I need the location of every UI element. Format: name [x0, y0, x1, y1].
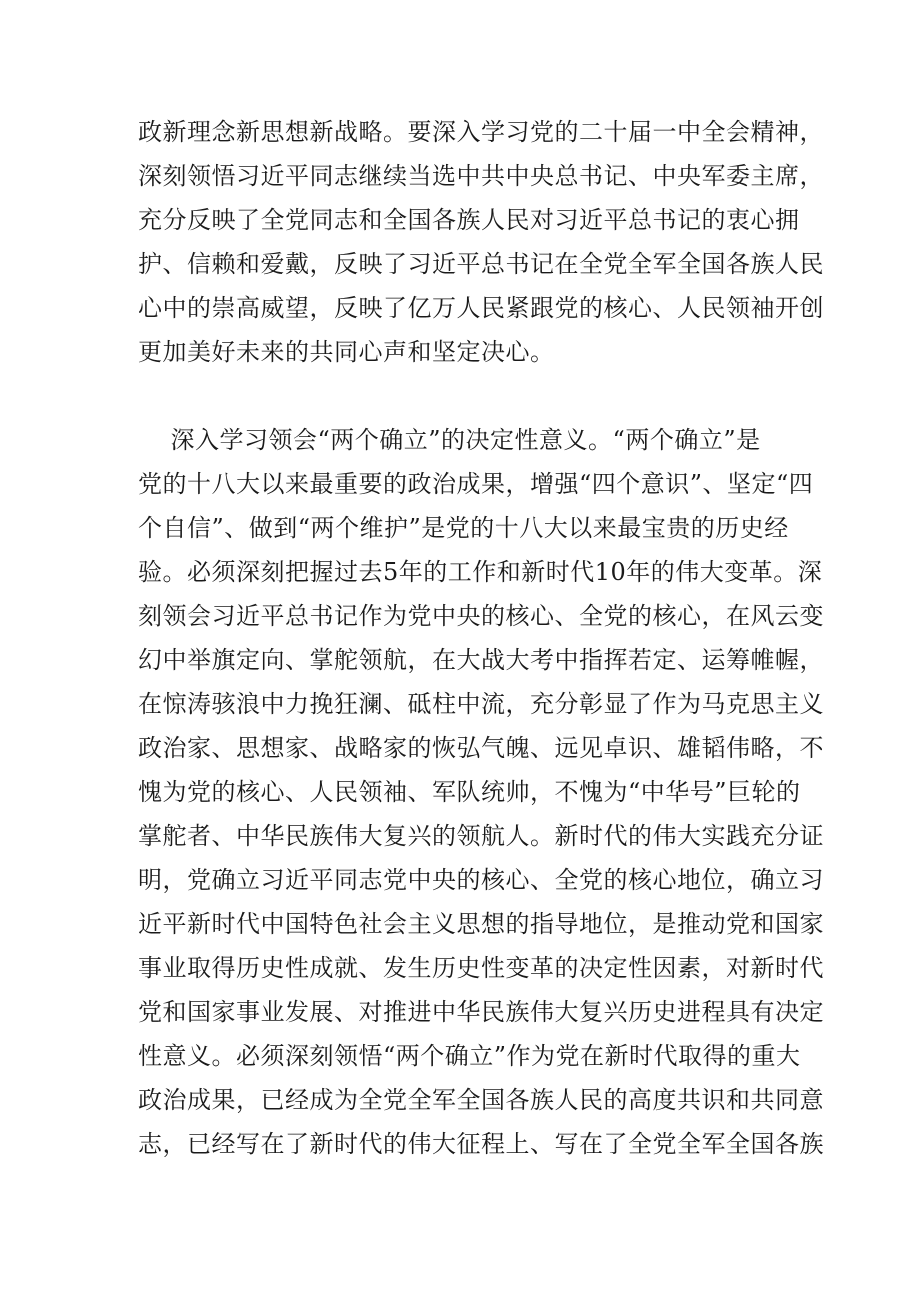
text-line: 深入学习领会“两个确立”的决定性意义。“两个确立”是 — [138, 426, 761, 454]
text-line: 掌舵者、中华民族伟大复兴的领航人。新时代的伟大实践充分证 — [138, 822, 824, 850]
text-line: 党和国家事业发展、对推进中华民族伟大复兴历史进程具有决定 — [138, 998, 824, 1026]
text-line: 志，已经写在了新时代的伟大征程上、写在了全党全军全国各族 — [138, 1130, 824, 1158]
text-line: 事业取得历史性成就、发生历史性变革的决定性因素，对新时代 — [138, 954, 824, 982]
text-line: 护、信赖和爱戴，反映了习近平总书记在全党全军全国各族人民 — [138, 250, 824, 278]
text-line: 党的十八大以来最重要的政治成果，增强“四个意识”、坚定“四 — [138, 470, 814, 498]
text-line: 政治成果，已经成为全党全军全国各族人民的高度共识和共同意 — [138, 1086, 824, 1114]
text-line: 在惊涛骇浪中力挽狂澜、砥柱中流，充分彰显了作为马克思主义 — [138, 690, 824, 718]
text-line: 更加美好未来的共同心声和坚定决心。 — [138, 338, 555, 366]
text-line: 验。必须深刻把握过去5年的工作和新时代10年的伟大变革。深 — [138, 558, 823, 586]
text-line: 幻中举旗定向、掌舵领航，在大战大考中指挥若定、运筹帷幄， — [138, 646, 824, 674]
text-line: 心中的崇高威望，反映了亿万人民紧跟党的核心、人民领袖开创 — [138, 294, 824, 322]
text-line: 深刻领悟习近平同志继续当选中共中央总书记、中央军委主席， — [138, 162, 824, 190]
text-line: 政治家、思想家、战略家的恢弘气魄、远见卓识、雄韬伟略，不 — [138, 734, 824, 762]
text-line: 性意义。必须深刻领悟“两个确立”作为党在新时代取得的重大 — [138, 1042, 801, 1070]
text-line: 个自信”、做到“两个维护”是党的十八大以来最宝贵的历史经 — [138, 514, 789, 542]
text-line: 政新理念新思想新战略。要深入学习党的二十届一中全会精神， — [138, 118, 824, 146]
text-line: 刻领会习近平总书记作为党中央的核心、全党的核心，在风云变 — [138, 602, 824, 630]
text-line: 充分反映了全党同志和全国各族人民对习近平总书记的衷心拥 — [138, 206, 800, 234]
text-line: 明，党确立习近平同志党中央的核心、全党的核心地位，确立习 — [138, 866, 824, 894]
text-line: 愧为党的核心、人民领袖、军队统帅，不愧为“中华号”巨轮的 — [138, 778, 801, 806]
text-line: 近平新时代中国特色社会主义思想的指导地位，是推动党和国家 — [138, 910, 824, 938]
